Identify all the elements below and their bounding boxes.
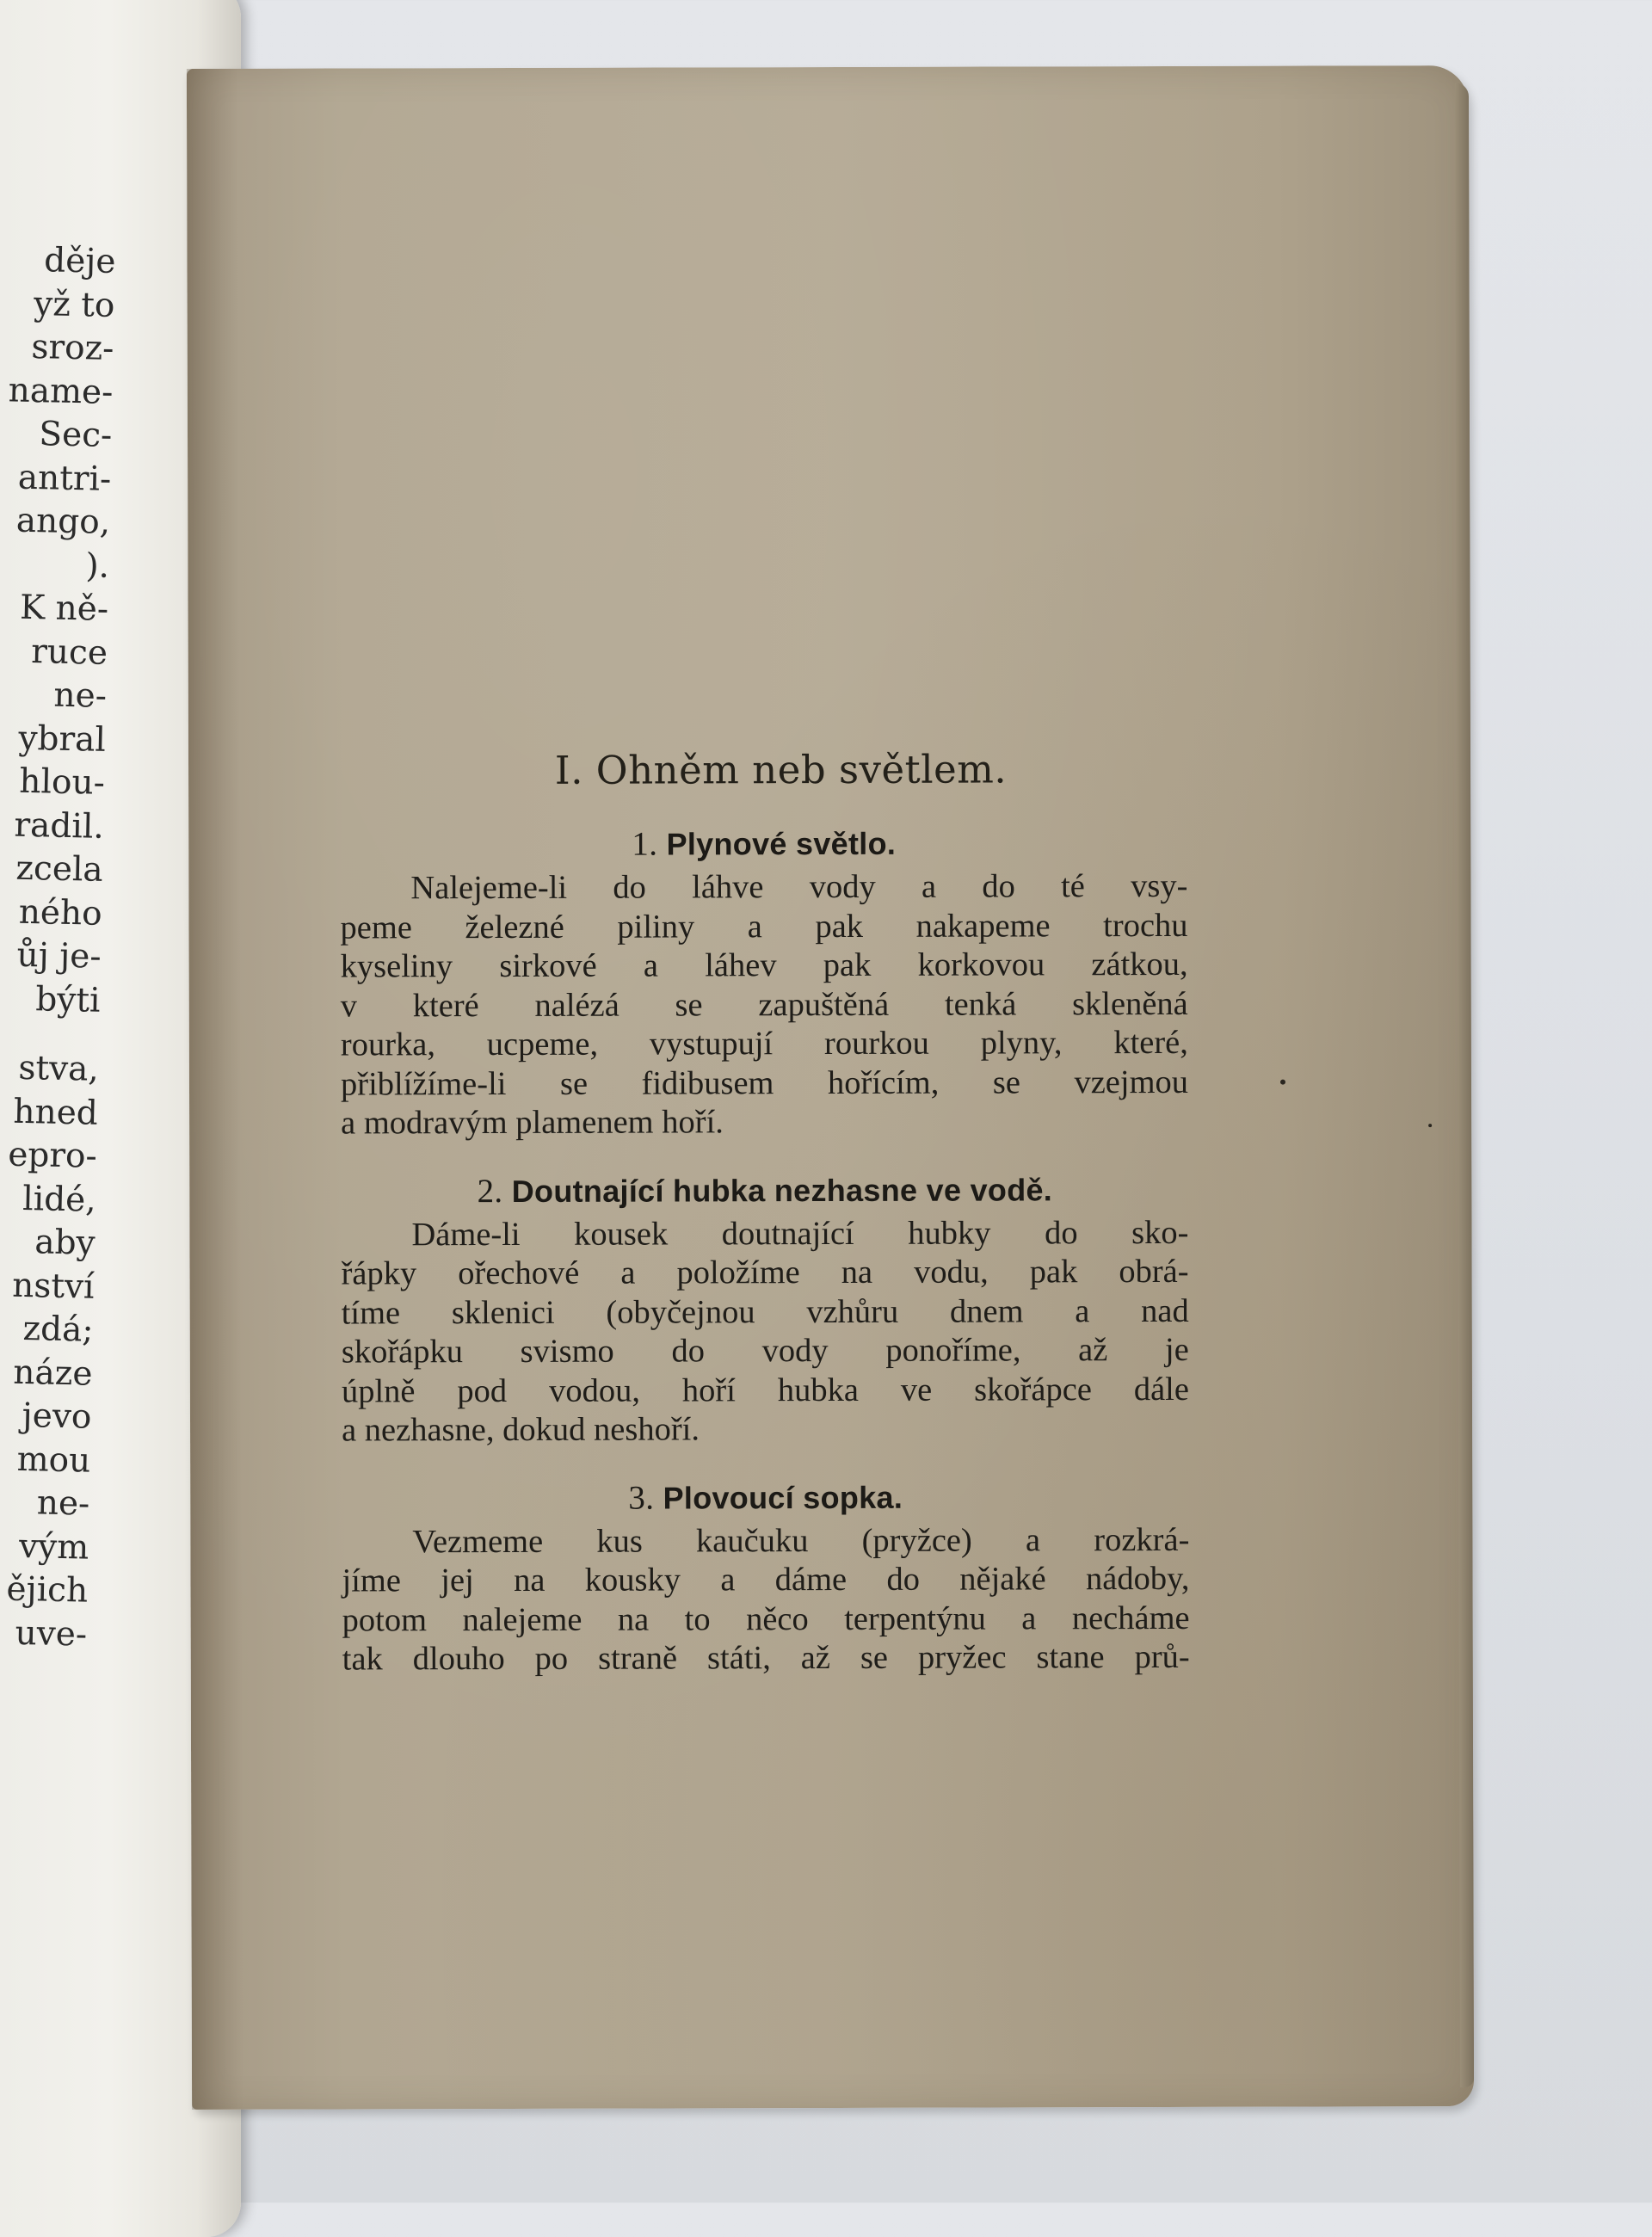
text-line: a nezhasne, dokud neshoří.: [341, 1411, 700, 1449]
text-line: úplně pod vodou, hoří hubka ve skořápce dále: [341, 1371, 1189, 1409]
left-text-line: lidé,: [22, 1179, 97, 1220]
left-text-line: hlou-: [18, 761, 106, 803]
left-text-line: býti: [34, 979, 101, 1020]
left-text-line: jevo: [22, 1396, 92, 1437]
section-paragraph: [341, 1213, 1189, 1451]
left-text-line: zdá;: [22, 1310, 94, 1350]
left-text-line: nství: [11, 1266, 96, 1307]
text-line: Dáme-li kousek doutnající hubky do sko-: [411, 1214, 1189, 1253]
section-paragraph: [342, 1520, 1189, 1679]
left-text-line: ne-: [53, 675, 108, 716]
left-text-line: ného: [18, 892, 103, 934]
text-line: rourka, ucpeme, vystupují rourkou plyny, které,: [340, 1024, 1188, 1063]
left-text-line: yž to: [33, 284, 115, 325]
text-line: Nalejeme-li do láhve vody a do té vsy-: [410, 867, 1188, 907]
text-line: tíme sklenici (obyčejnou vzhůru dnem a nad: [341, 1292, 1189, 1331]
left-text-line: děje: [43, 241, 116, 281]
spine-shadow: [187, 69, 243, 2110]
main-page: [187, 65, 1474, 2110]
left-text-line: K ně-: [19, 588, 109, 629]
left-text-line: radil.: [14, 805, 105, 847]
left-text-line: ruce: [30, 632, 108, 673]
ink-speck: [1280, 1080, 1285, 1085]
text-line: a modravým plamenem hoří.: [341, 1104, 724, 1142]
left-text-line: Sec-: [38, 415, 113, 455]
left-text-line: ango,: [15, 501, 111, 542]
left-text-line: hned: [13, 1092, 99, 1133]
left-text-line: ).: [84, 545, 110, 586]
text-line: přiblížíme-li se fidibusem hořícím, se vzejmou: [340, 1063, 1189, 1102]
page-content: [340, 743, 1190, 1704]
text-line: jíme jej na kousky a dáme do nějaké nádoby,: [342, 1560, 1190, 1599]
left-text-line: vým: [18, 1526, 89, 1568]
text-line: skořápku svismo do vody ponoříme, až je: [341, 1331, 1189, 1371]
section-title: Doutnající hubka nezhasne ve vodě.: [511, 1171, 1053, 1209]
left-text-line: ne-: [36, 1483, 90, 1524]
left-text-line: sroz-: [31, 327, 114, 368]
section-title: Plovoucí sopka.: [663, 1479, 903, 1516]
section-title: Plynové světlo.: [666, 825, 897, 862]
left-text-line: ějich: [6, 1569, 89, 1611]
line-gap: [0, 1020, 100, 1049]
left-text-line: zcela: [15, 848, 104, 890]
page-edge: [1455, 83, 1474, 2087]
text-line: kyseliny sirkové a láhev pak korkovou zátkou,: [340, 946, 1188, 985]
section-number: 2.: [477, 1172, 503, 1210]
section-paragraph: [340, 867, 1188, 1143]
left-text-line: ybral: [18, 718, 107, 760]
section-heading: [342, 1472, 1189, 1523]
section-heading: [340, 819, 1187, 870]
text-line: peme železné piliny a pak nakapeme trochu: [340, 907, 1188, 946]
section-number: 1.: [632, 825, 658, 863]
left-text-line: epro-: [7, 1135, 98, 1176]
left-text-line: náze: [12, 1353, 93, 1394]
left-text-line: antri-: [17, 458, 112, 499]
left-text-line: mou: [16, 1439, 91, 1481]
left-text-line: aby: [34, 1223, 96, 1263]
ink-speck: [1428, 1124, 1432, 1127]
left-text-line: stva,: [17, 1048, 100, 1089]
text-line: v které nalézá se zapuštěná tenká skleněná: [340, 985, 1188, 1024]
left-text-line: name-: [8, 370, 114, 412]
text-line: Vezmeme kus kaučuku (pryžce) a rozkrá-: [412, 1521, 1190, 1560]
section-heading: [341, 1165, 1188, 1216]
left-text-line: ůj je-: [16, 935, 102, 977]
text-line: potom nalejeme na to něco terpentýnu a necháme: [342, 1599, 1190, 1638]
chapter-title: I. Ohněm neb světlem.: [554, 746, 1008, 793]
text-line: tak dlouho po straně státi, až se pryžec stane prů-: [342, 1638, 1190, 1678]
section-number: 3.: [628, 1479, 655, 1517]
left-page-text: [0, 237, 116, 1657]
left-text-line: uve-: [15, 1613, 88, 1655]
text-line: řápky ořechové a položíme na vodu, pak obrá-: [341, 1253, 1189, 1292]
